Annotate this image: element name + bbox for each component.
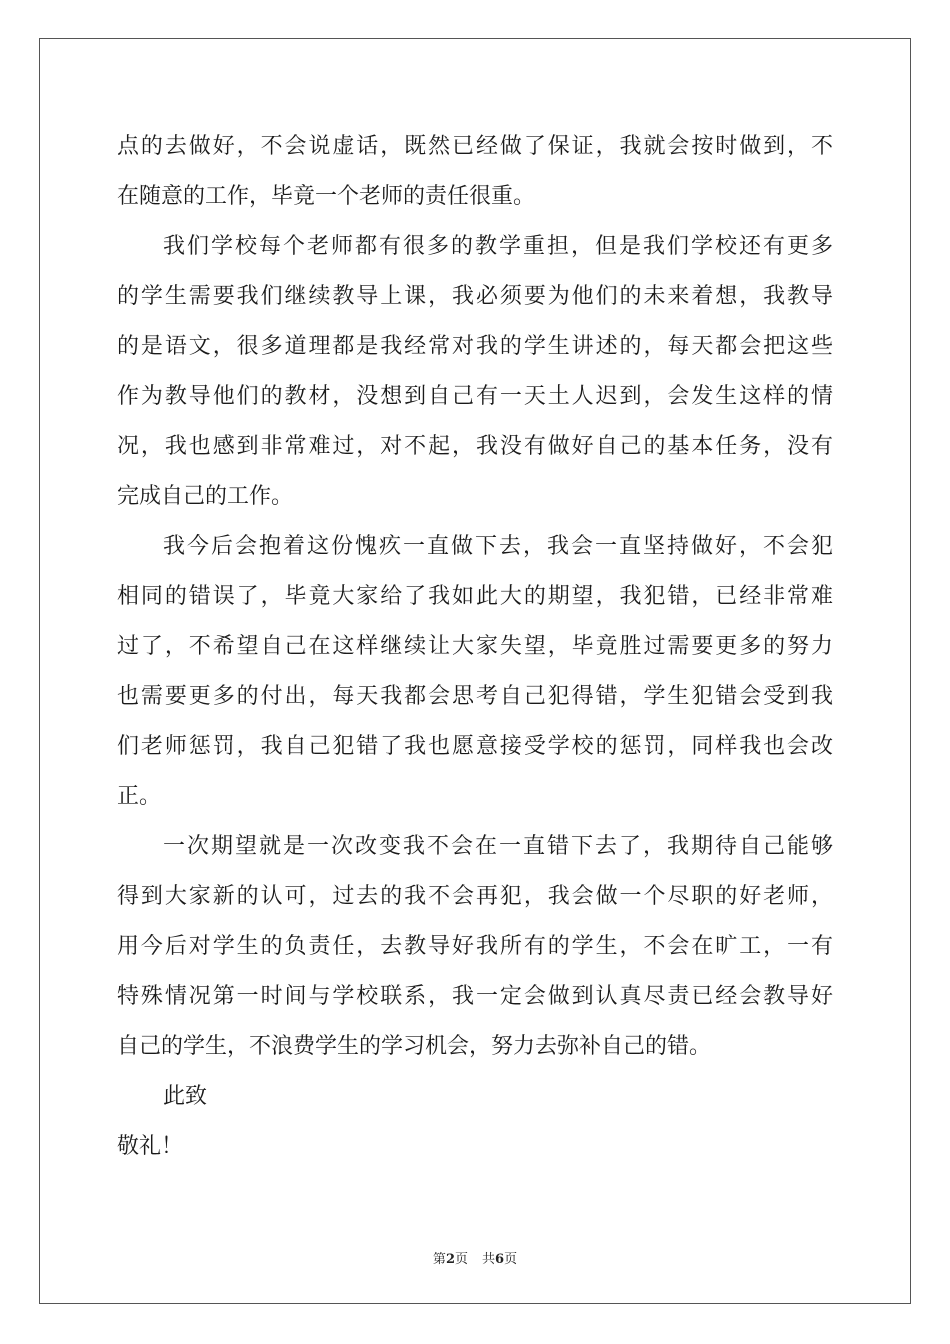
closing-regards: 敬礼！ (117, 1134, 184, 1159)
paragraph-line: 们老师惩罚，我自己犯错了我也愿意接受学校的惩罚，同样我也会改 (117, 734, 833, 759)
page-footer (0, 1248, 950, 1267)
paragraph-line: 我们学校每个老师都有很多的教学重担，但是我们学校还有更多 (163, 234, 833, 259)
total-suffix: 页 (504, 1252, 518, 1267)
total-prefix: 共 (482, 1252, 496, 1267)
page-prefix: 第 (432, 1252, 446, 1267)
paragraph-line: 特殊情况第一时间与学校联系，我一定会做到认真尽责已经会教导好 (117, 984, 833, 1009)
page-suffix: 页 (454, 1252, 468, 1267)
paragraph-line: 得到大家新的认可，过去的我不会再犯，我会做一个尽职的好老师， (117, 884, 833, 909)
paragraph-line: 过了，不希望自己在这样继续让大家失望，毕竟胜过需要更多的努力 (117, 634, 833, 659)
paragraph-line: 一次期望就是一次改变我不会在一直错下去了，我期待自己能够 (163, 834, 833, 859)
paragraph-line: 的是语文，很多道理都是我经常对我的学生讲述的，每天都会把这些 (117, 334, 833, 359)
paragraph-line: 相同的错误了，毕竟大家给了我如此大的期望，我犯错，已经非常难 (117, 584, 833, 609)
paragraph-line: 在随意的工作，毕竟一个老师的责任很重。 (117, 184, 536, 209)
paragraph-line: 作为教导他们的教材，没想到自己有一天土人迟到，会发生这样的情 (117, 384, 833, 409)
total-pages: 6 (495, 1252, 505, 1267)
paragraph-line: 完成自己的工作。 (117, 484, 294, 509)
paragraph-line: 况，我也感到非常难过，对不起，我没有做好自己的基本任务，没有 (117, 434, 833, 459)
document-body (117, 122, 833, 1172)
paragraph-line: 我今后会抱着这份愧疚一直做下去，我会一直坚持做好，不会犯 (163, 534, 833, 559)
paragraph-line: 用今后对学生的负责任，去教导好我所有的学生，不会在旷工，一有 (117, 934, 833, 959)
page-number: 2 (445, 1252, 455, 1267)
paragraph-line: 的学生需要我们继续教导上课，我必须要为他们的未来着想，我教导 (117, 284, 833, 309)
paragraph-line: 点的去做好，不会说虚话，既然已经做了保证，我就会按时做到，不 (117, 134, 833, 159)
paragraph-line: 也需要更多的付出，每天我都会思考自己犯得错，学生犯错会受到我 (117, 684, 833, 709)
paragraph-line: 自己的学生，不浪费学生的学习机会，努力去弥补自己的错。 (117, 1034, 712, 1059)
paragraph-line: 正。 (117, 784, 162, 809)
closing-salutation: 此致 (163, 1084, 208, 1109)
